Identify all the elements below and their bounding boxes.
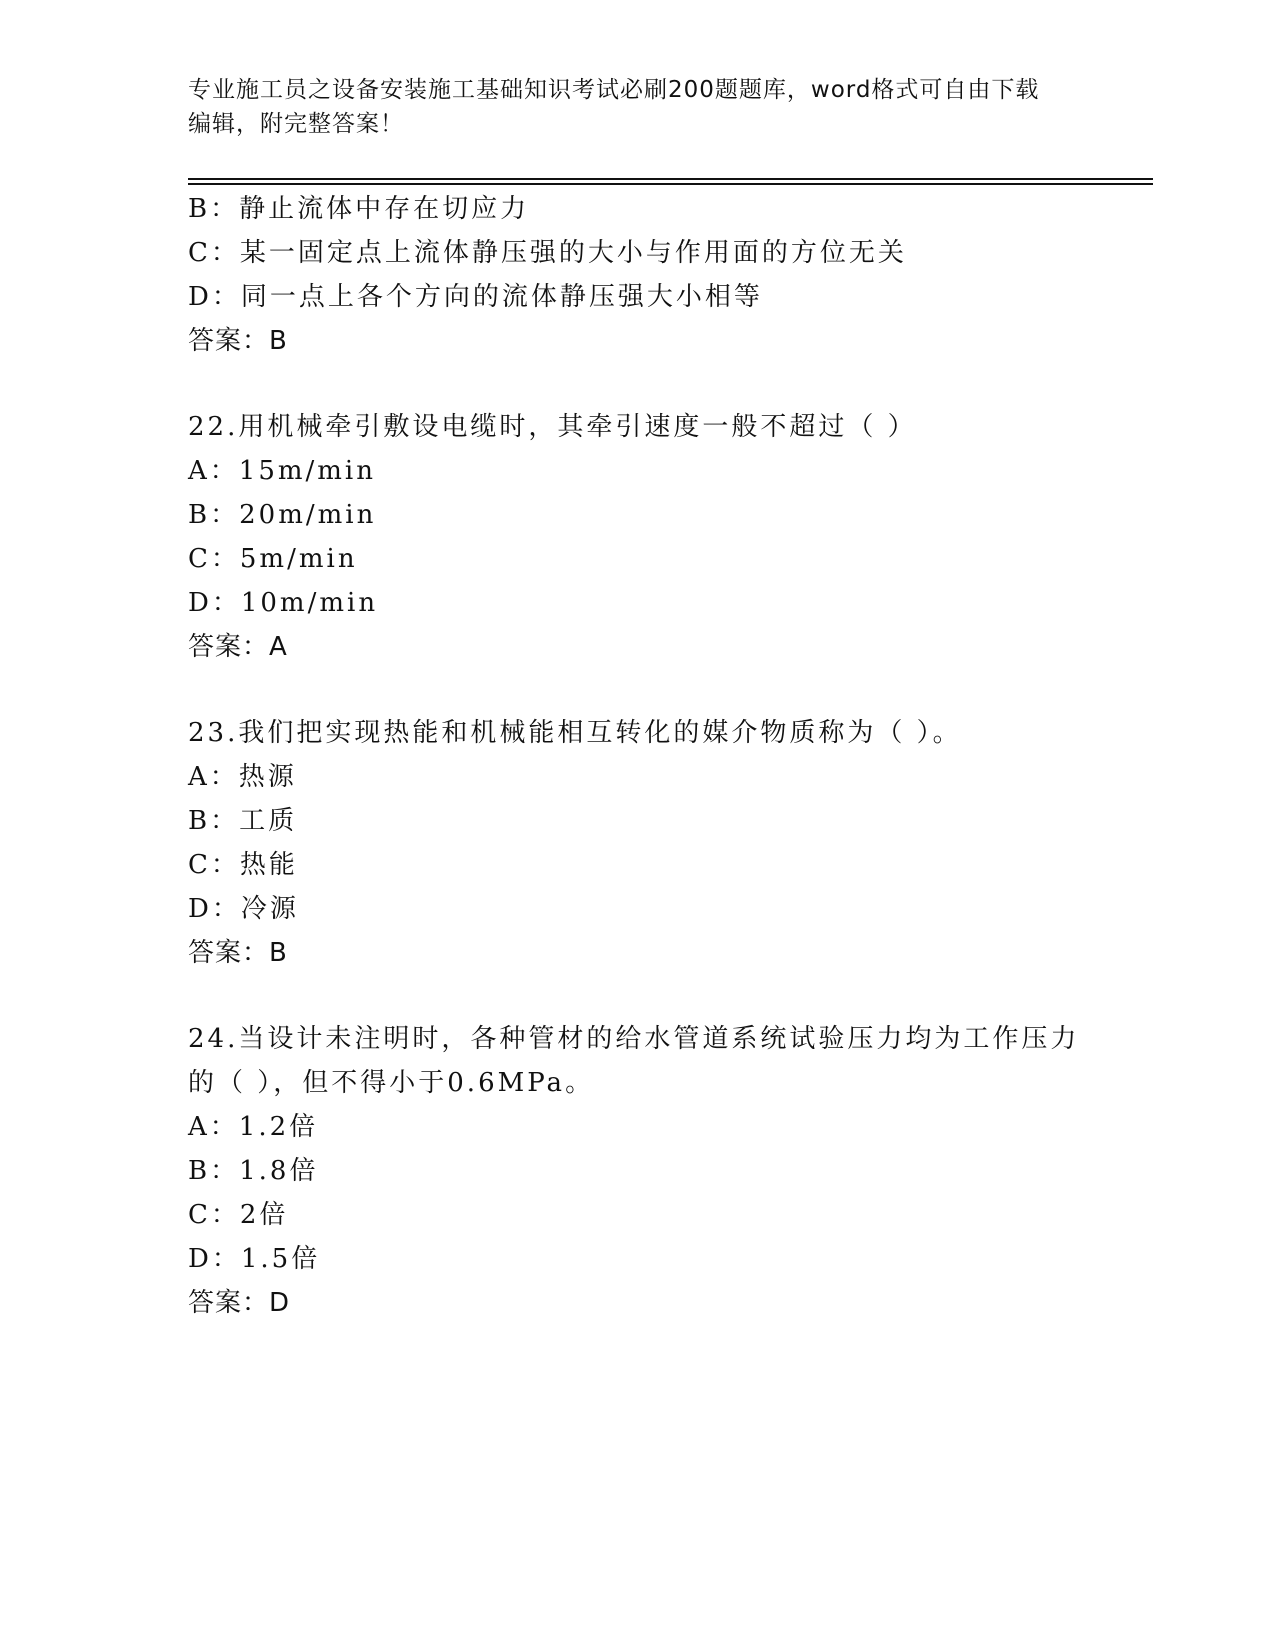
q24-option-d: D：1.5倍 <box>188 1244 321 1274</box>
q22-option-d: D：10m/min <box>188 588 379 618</box>
q22-option-b: B：20m/min <box>188 500 377 530</box>
q24-question-line-2: 的（ ），但不得小于0.6MPa。 <box>188 1068 595 1098</box>
q22-question: 22.用机械牵引敷设电缆时，其牵引速度一般不超过（ ） <box>188 412 917 442</box>
q21-option-d: D：同一点上各个方向的流体静压强大小相等 <box>188 282 763 312</box>
q21-option-c: C：某一固定点上流体静压强的大小与作用面的方位无关 <box>188 238 907 268</box>
q22-option-a: A：15m/min <box>188 456 376 486</box>
q23-option-c: C：热能 <box>188 850 298 880</box>
q21-answer: 答案：B <box>188 326 288 356</box>
header-divider-bottom <box>188 183 1153 185</box>
q24-option-c: C：2倍 <box>188 1200 289 1230</box>
q23-option-d: D：冷源 <box>188 894 299 924</box>
q22-answer: 答案：A <box>188 632 288 662</box>
header-line-2: 编辑，附完整答案！ <box>188 111 404 137</box>
q24-option-a: A：1.2倍 <box>188 1112 319 1142</box>
q23-option-a: A：热源 <box>188 762 297 792</box>
header-line-1: 专业施工员之设备安装施工基础知识考试必刷200题题库，word格式可自由下载 <box>188 77 1040 103</box>
q24-question-line-1: 24.当设计未注明时，各种管材的给水管道系统试验压力均为工作压力 <box>188 1024 1080 1054</box>
header-divider-top <box>188 178 1153 180</box>
q23-answer: 答案：B <box>188 938 288 968</box>
q23-question: 23.我们把实现热能和机械能相互转化的媒介物质称为（ ）。 <box>188 718 962 748</box>
q21-option-b: B：静止流体中存在切应力 <box>188 194 530 224</box>
document-header <box>188 73 1068 141</box>
q22-option-c: C：5m/min <box>188 544 358 574</box>
q23-option-b: B：工质 <box>188 806 298 836</box>
q24-option-b: B：1.8倍 <box>188 1156 319 1186</box>
q24-answer: 答案：D <box>188 1288 291 1318</box>
